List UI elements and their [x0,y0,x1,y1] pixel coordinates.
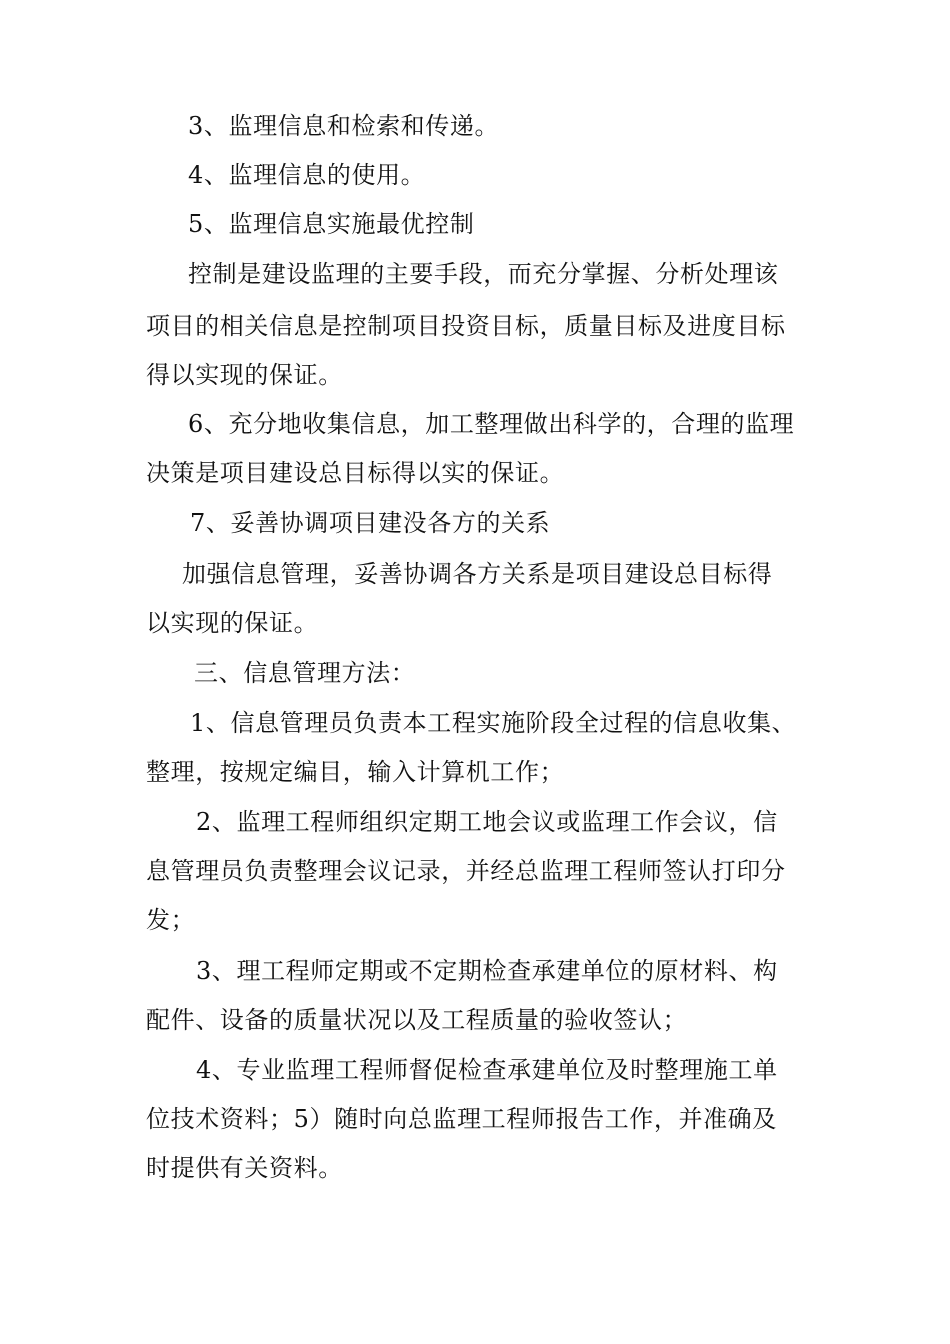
text-line: 3、理工程师定期或不定期检查承建单位的原材料、构 [196,957,778,985]
text-line: 配件、设备的质量状况以及工程质量的验收签认； [146,1006,688,1034]
text-line: 整理，按规定编目，输入计算机工作； [146,758,565,786]
text-line: 息管理员负责整理会议记录，并经总监理工程师签认打印分 [146,857,786,885]
text-line: 3、监理信息和检索和传递。 [188,112,500,140]
text-line: 加强信息管理，妥善协调各方关系是项目建设总目标得 [182,560,773,588]
text-line: 决策是项目建设总目标得以实的保证。 [146,459,565,487]
text-line: 1、信息管理员负责本工程实施阶段全过程的信息收集、 [190,709,797,737]
text-line: 5、监理信息实施最优控制 [188,210,475,238]
text-line: 4、监理信息的使用。 [188,161,426,189]
text-line: 发； [146,906,196,934]
text-line: 时提供有关资料。 [146,1154,343,1182]
text-line: 7、妥善协调项目建没各方的关系 [190,509,551,537]
text-line: 2、监理工程师组织定期工地会议或监理工作会议，信 [196,808,778,836]
section-heading: 三、信息管理方法： [194,659,416,687]
text-line: 得以实现的保证。 [146,361,343,389]
text-line: 以实现的保证。 [146,609,319,637]
text-line: 位技术资料；5）随时向总监理工程师报告工作，并准确及 [146,1105,777,1133]
text-line: 项目的相关信息是控制项目投资目标，质量目标及进度目标 [146,312,786,340]
text-line: 4、专业监理工程师督促检查承建单位及时整理施工单 [196,1056,778,1084]
text-line: 6、充分地收集信息，加工整理做出科学的，合理的监理 [188,410,795,438]
text-line: 控制是建设监理的主要手段，而充分掌握、分析处理该 [188,260,779,288]
